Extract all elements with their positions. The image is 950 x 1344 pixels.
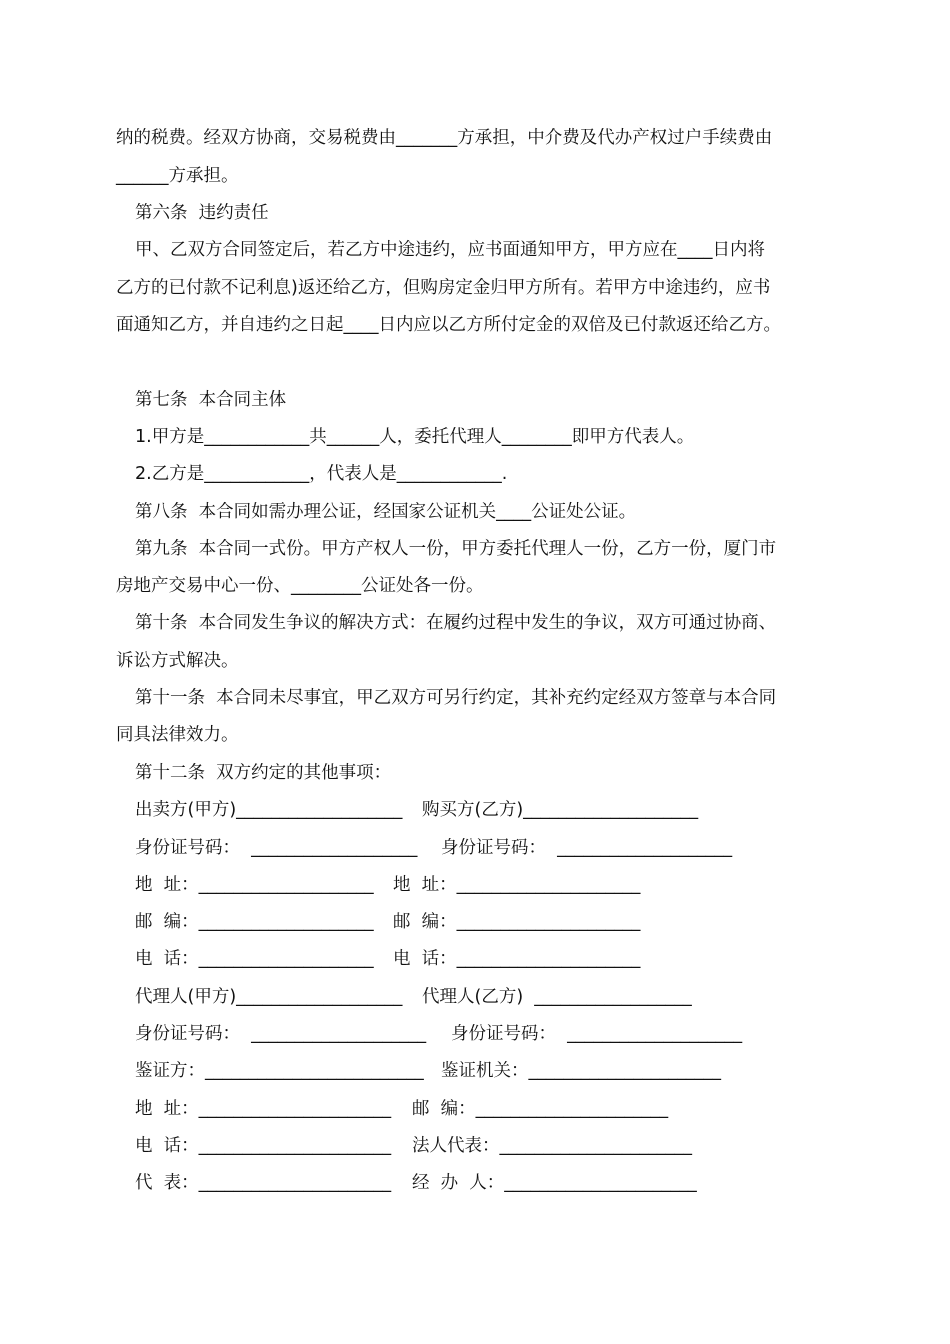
signature-field-left: 代 表：______________________ <box>135 1173 392 1193</box>
article-heading: 第六条 违约责任 <box>135 203 269 223</box>
signature-field-right: 经 办 人：______________________ <box>412 1173 697 1193</box>
signature-field-right: 邮 编：______________________ <box>412 1099 669 1119</box>
article-heading: 第十二条 双方约定的其他事项： <box>135 763 392 783</box>
signature-field-left: 鉴证方：_________________________ <box>135 1061 424 1081</box>
signature-field-left: 地 址：______________________ <box>135 1099 392 1119</box>
paragraph-line: 第十一条 本合同未尽事宜，甲乙双方可另行约定，其补充约定经双方签章与本合同 <box>135 688 777 708</box>
paragraph-line: 1.甲方是____________共______人，委托代理人________即甲方代表人。 <box>135 427 695 447</box>
paragraph-line: 乙方的已付款不记利息)返还给乙方，但购房定金归甲方所有。若甲方中途违约，应书 <box>116 278 771 298</box>
signature-field-left: 出卖方(甲方)___________________ <box>135 800 403 820</box>
signature-field-right: 鉴证机关：______________________ <box>441 1061 721 1081</box>
paragraph-line: 诉讼方式解决。 <box>116 651 239 671</box>
paragraph-line: 面通知乙方，并自违约之日起____日内应以乙方所付定金的双倍及已付款返还给乙方。 <box>116 315 781 335</box>
paragraph-line: 第十条 本合同发生争议的解决方式：在履约过程中发生的争议，双方可通过协商、 <box>135 613 777 633</box>
signature-field-right: 购买方(乙方)____________________ <box>422 800 699 820</box>
article-heading: 第七条 本合同主体 <box>135 390 287 410</box>
paragraph-line: 同具法律效力。 <box>116 725 239 745</box>
signature-field-left: 地 址：____________________ <box>135 875 374 895</box>
paragraph-line: 第八条 本合同如需办理公证，经国家公证机关____公证处公证。 <box>135 502 637 522</box>
paragraph-line: 纳的税费。经双方协商，交易税费由_______方承担，中介费及代办产权过户手续费由 <box>116 128 773 148</box>
signature-field-left: 电 话：____________________ <box>135 949 374 969</box>
signature-field-right: 邮 编：_____________________ <box>393 912 641 932</box>
paragraph-line: ______方承担。 <box>116 166 239 186</box>
paragraph-line: 甲、乙双方合同签定后，若乙方中途违约，应书面通知甲方，甲方应在____日内将 <box>135 240 765 260</box>
paragraph-line: 房地产交易中心一份、________公证处各一份。 <box>116 576 484 596</box>
signature-field-left: 电 话：______________________ <box>135 1136 392 1156</box>
signature-field-right: 身份证号码： ____________________ <box>441 838 733 858</box>
signature-field-right: 身份证号码： ____________________ <box>451 1024 743 1044</box>
paragraph-line: 2.乙方是____________，代表人是____________. <box>135 464 508 484</box>
paragraph-line: 第九条 本合同一式份。甲方产权人一份，甲方委托代理人一份，乙方一份，厦门市 <box>135 539 777 559</box>
signature-field-right: 代理人(乙方) __________________ <box>422 987 692 1007</box>
signature-field-left: 身份证号码： ___________________ <box>135 838 418 858</box>
signature-field-left: 代理人(甲方)___________________ <box>135 987 403 1007</box>
signature-field-right: 电 话：_____________________ <box>393 949 641 969</box>
signature-field-left: 身份证号码： ____________________ <box>135 1024 427 1044</box>
signature-field-left: 邮 编：____________________ <box>135 912 374 932</box>
signature-field-right: 地 址：_____________________ <box>393 875 641 895</box>
signature-field-right: 法人代表：______________________ <box>412 1136 692 1156</box>
